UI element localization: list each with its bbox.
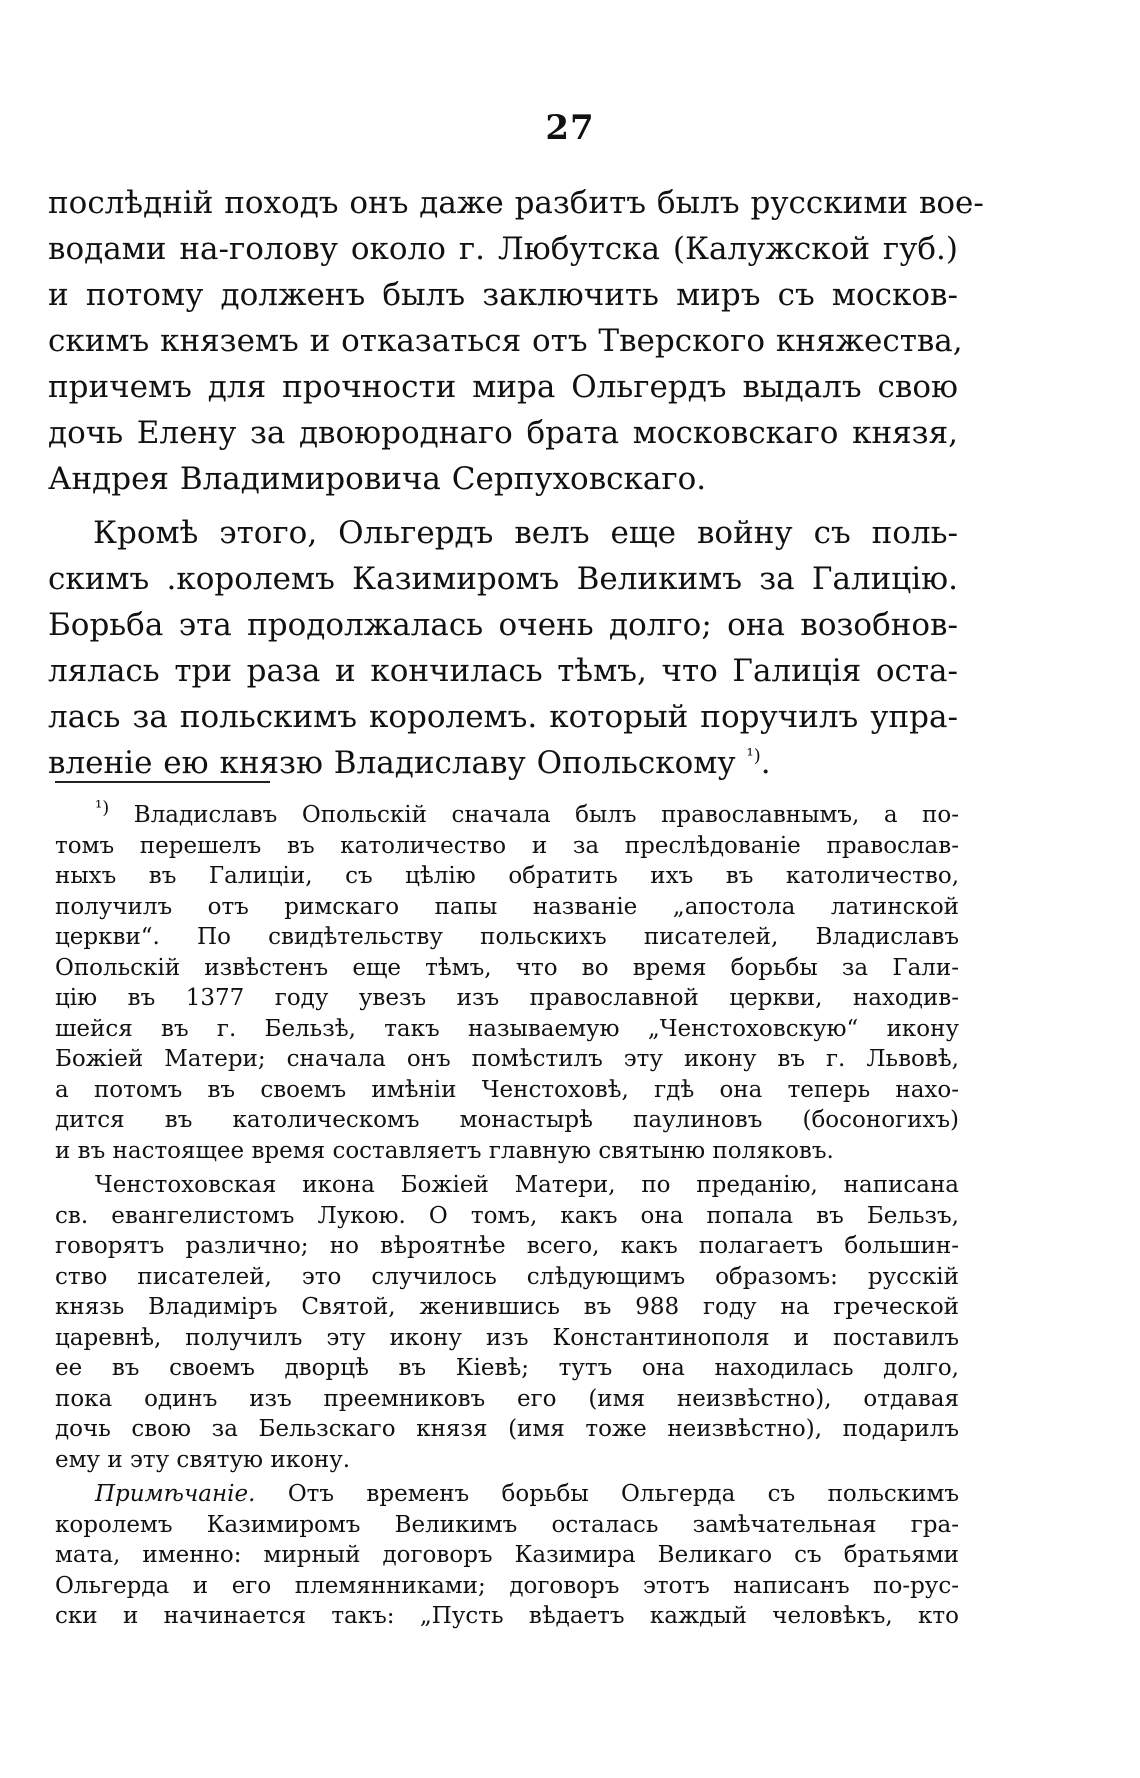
text-line: лась за польскимъ королемъ. который поручилъ упра- [48,699,958,735]
footnote-line: ему и эту святую икону. [55,1446,351,1473]
note-line: королемъ Казимиромъ Великимъ осталась замѣчательная гра- [55,1511,959,1538]
footnote-marker: ¹) [95,797,110,819]
text-line: скимъ .королемъ Казимиромъ Великимъ за Галицію. [48,561,958,597]
text-line: Кромѣ этого, Ольгердъ велъ еще войну съ поль- [93,515,958,551]
footnote-line: получилъ отъ римскаго папы названіе „апостола латинской [55,893,959,920]
text-line: Андрея Владимировича Серпуховскаго. [48,461,707,497]
footnotes [55,797,960,1632]
footnote-line: цію въ 1377 году увезъ изъ православной церкви, находив- [55,985,959,1011]
note-line: ски и начинается такъ: „Пусть вѣдаетъ каждый человѣкъ, кто [55,1603,959,1629]
text-line: Борьба эта продолжалась очень долго; она возобнов- [48,607,958,643]
note-first-line [55,1479,959,1510]
note-label: Примѣчаніе. [95,1481,256,1507]
footnote-divider [55,781,270,783]
note-line: Ольгерда и его племянниками; договоръ этотъ написанъ по-рус- [55,1572,959,1599]
footnote-reference: ¹) [746,745,761,767]
footnote-line: и въ настоящее время составляетъ главную святыню поляковъ. [55,1137,834,1164]
main-paragraph-1 [48,180,984,502]
footnote-line: дочь свою за Бельзскаго князя (имя тоже неизвѣстно), подарилъ [55,1416,959,1442]
main-text [48,180,984,786]
text-line: послѣдній походъ онъ даже разбитъ былъ русскими вое- [48,185,984,221]
footnote-line: томъ перешелъ въ католичество и за преслѣдованіе православ- [55,832,959,859]
footnote-line: дится въ католическомъ монастырѣ паулиновъ (босоногихъ) [55,1107,959,1133]
footnote-line: а потомъ въ своемъ имѣніи Ченстоховѣ, гдѣ она теперь нахо- [55,1076,959,1103]
footnote-line: ее въ своемъ дворцѣ въ Кіевѣ; тутъ она находилась долго, [55,1355,959,1381]
footnote-line: пока одинъ изъ преемниковъ его (имя неизвѣстно), отдавая [55,1385,959,1412]
footnote-text: Владиславъ Опольскій сначала былъ православнымъ, а по- [133,802,960,828]
text-line: водами на-голову около г. Любутска (Калужской губ.) [48,231,958,267]
text-line: и потому долженъ былъ заключить миръ съ москов- [48,277,958,313]
footnote-line: говорятъ различно; но вѣроятнѣе всего, какъ полагаетъ большин- [55,1233,959,1259]
note-line: мата, именно: мирный договоръ Казимира Великаго съ братьями [55,1542,959,1568]
footnote-line: Ченстоховская икона Божіей Матери, по преданію, написана [95,1172,959,1198]
text-line: вленіе ею князю Владиславу Опольскому [48,745,736,781]
footnote-line: Опольскій извѣстенъ еще тѣмъ, что во время борьбы за Гали- [55,954,959,981]
footnote-line: ныхъ въ Галиціи, съ цѣлію обратить ихъ въ католичество, [55,863,959,889]
footnote-line: ство писателей, это случилось слѣдующимъ образомъ: русскій [55,1263,959,1290]
text-line: лялась три раза и кончилась тѣмъ, что Галиція оста- [48,653,958,689]
note-text: Отъ временъ борьбы Ольгерда съ польскимъ [287,1481,960,1507]
page-number: 27 [545,108,595,148]
text-line: скимъ княземъ и отказаться отъ Тверского княжества, [48,323,963,359]
footnote-line: царевнѣ, получилъ эту икону изъ Константинополя и поставилъ [55,1324,959,1351]
footnote-line: св. евангелистомъ Лукою. О томъ, какъ она попала въ Бельзъ, [55,1202,959,1229]
text-line: причемъ для прочности мира Ольгердъ выдалъ свою [48,369,958,405]
text-line: дочь Елену за двоюроднаго брата московскаго князя, [48,415,958,451]
footnote-line: князь Владиміръ Святой, женившись въ 988 году на греческой [55,1294,959,1320]
footnote-line: шейся въ г. Бельзѣ, такъ называемую „Ченстоховскую“ икону [55,1015,959,1042]
text-line-with-footnote: вленіе ею князю Владиславу Опольскому $^{^1)}$. [48,745,771,781]
main-paragraph-2 [48,510,958,786]
footnote-line [55,797,960,831]
footnote-line: Божіей Матери; сначала онъ помѣстилъ эту икону въ г. Львовѣ, [55,1046,959,1072]
footnote-line: церкви“. По свидѣтельству польскихъ писателей, Владиславъ [55,924,959,950]
